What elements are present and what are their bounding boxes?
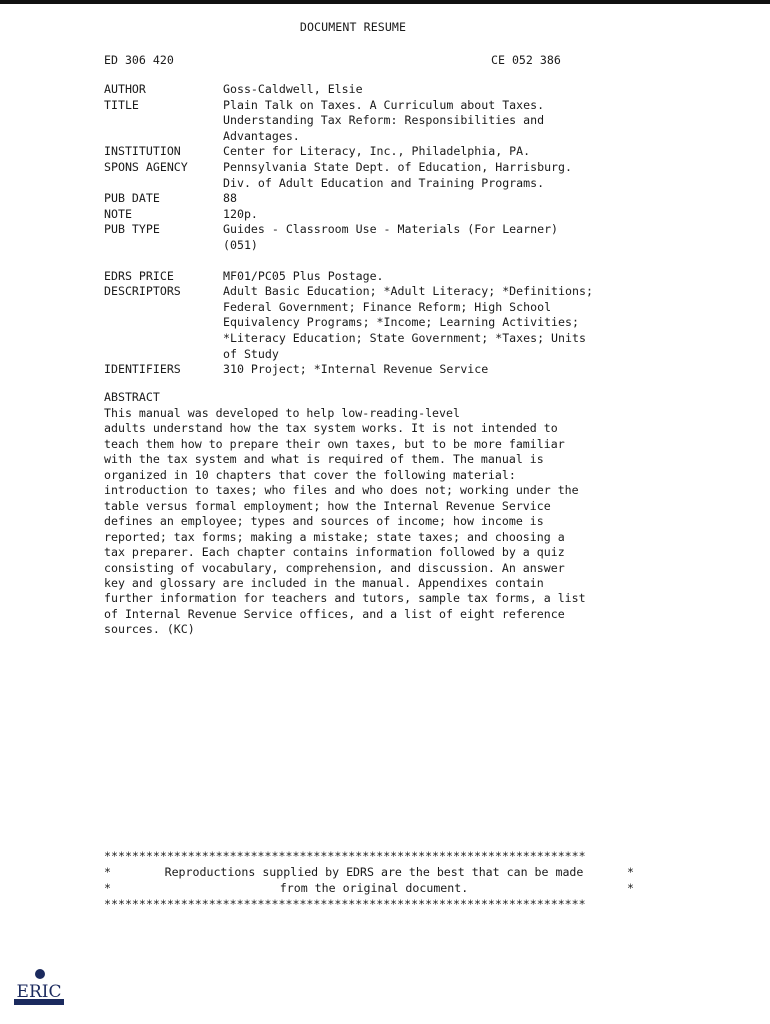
field-label: IDENTIFIERS bbox=[104, 362, 181, 377]
notice-row-1 bbox=[104, 864, 644, 880]
field-pub-date bbox=[104, 191, 664, 207]
field-value: Guides - Classroom Use - Materials (For Learner) (051) bbox=[223, 222, 559, 252]
notice-line-2: from the original document. bbox=[279, 881, 469, 895]
notice-border-top: ********************************************************************* bbox=[104, 849, 586, 863]
field-value: Goss-Caldwell, Elsie bbox=[223, 82, 363, 96]
ce-number: CE 052 386 bbox=[491, 53, 561, 67]
field-value: Adult Basic Education; *Adult Literacy; *Definitions; Federal Government; Finance Reform; High School Equivalency Programs; *Income; Learning Activities; *Literacy Education; State Government; *Taxes; Units of Study bbox=[223, 284, 593, 361]
ed-number: ED 306 420 bbox=[104, 53, 174, 67]
notice-star: * bbox=[104, 865, 111, 879]
field-label: INSTITUTION bbox=[104, 144, 181, 159]
field-value: 310 Project; *Internal Revenue Service bbox=[223, 362, 489, 377]
notice-row-2 bbox=[104, 880, 644, 896]
field-label: SPONS AGENCY bbox=[104, 159, 188, 174]
field-title bbox=[104, 98, 664, 145]
field-value: Pennsylvania State Dept. of Education, Harrisburg. Div. of Adult Education and Training Programs. bbox=[223, 159, 573, 190]
abstract-label: ABSTRACT bbox=[104, 390, 160, 404]
field-label: AUTHOR bbox=[104, 82, 146, 96]
notice-star: * bbox=[627, 881, 634, 895]
field-pub-type bbox=[104, 222, 664, 253]
eric-logo-text: ERIC bbox=[16, 982, 62, 1002]
field-institution bbox=[104, 144, 664, 160]
notice-border-bottom: ********************************************************************* bbox=[104, 897, 586, 911]
field-value: 88 bbox=[223, 191, 237, 206]
field-identifiers bbox=[104, 362, 664, 378]
field-label: PUB TYPE bbox=[104, 222, 160, 237]
reproduction-notice bbox=[104, 848, 644, 912]
notice-star: * bbox=[627, 865, 634, 879]
field-edrs-price bbox=[104, 269, 664, 285]
field-label: TITLE bbox=[104, 97, 139, 112]
field-label: EDRS PRICE bbox=[104, 268, 174, 283]
field-value: 120p. bbox=[223, 206, 258, 221]
field-spacer bbox=[104, 254, 664, 269]
document-title: DOCUMENT RESUME bbox=[299, 20, 407, 34]
bibliographic-fields bbox=[104, 82, 664, 378]
field-note bbox=[104, 207, 664, 223]
notice-line-1: Reproductions supplied by EDRS are the best that can be made bbox=[164, 865, 584, 879]
field-spons-agency bbox=[104, 160, 664, 191]
field-label: DESCRIPTORS bbox=[104, 284, 181, 299]
field-value: MF01/PC05 Plus Postage. bbox=[223, 268, 384, 283]
field-author bbox=[104, 82, 664, 98]
eric-logo-icon bbox=[14, 966, 66, 1006]
field-value: Plain Talk on Taxes. A Curriculum about Taxes. Understanding Tax Reform: Responsibilities and Advantages. bbox=[223, 97, 545, 143]
field-label: NOTE bbox=[104, 206, 132, 221]
field-label: PUB DATE bbox=[104, 191, 160, 206]
notice-star: * bbox=[104, 881, 111, 895]
field-value: Center for Literacy, Inc., Philadelphia, PA. bbox=[223, 144, 531, 159]
abstract-text: This manual was developed to help low-reading-level adults understand how the tax system works. It is not intended to teach them how to prepare their own taxes, but to be more familiar with the tax system and what is required of them. The manual is organized in 10 chapters that cover the following material: introduction to taxes; who files and who does not; working under the table versus formal employment; how the Internal Revenue Service defines an employee; types and sources of income; how income is reported; tax forms; making a mistake; state taxes; and choosing a tax preparer. Each chapter contains information followed by a quiz consisting of vocabulary, comprehension, and discussion. An answer key and glossary are included in the manual. Appendixes contain further information for teachers and tutors, sample tax forms, a list of Internal Revenue Service offices, and a list of eight reference sources. (KC) bbox=[104, 406, 586, 637]
field-descriptors bbox=[104, 284, 664, 362]
